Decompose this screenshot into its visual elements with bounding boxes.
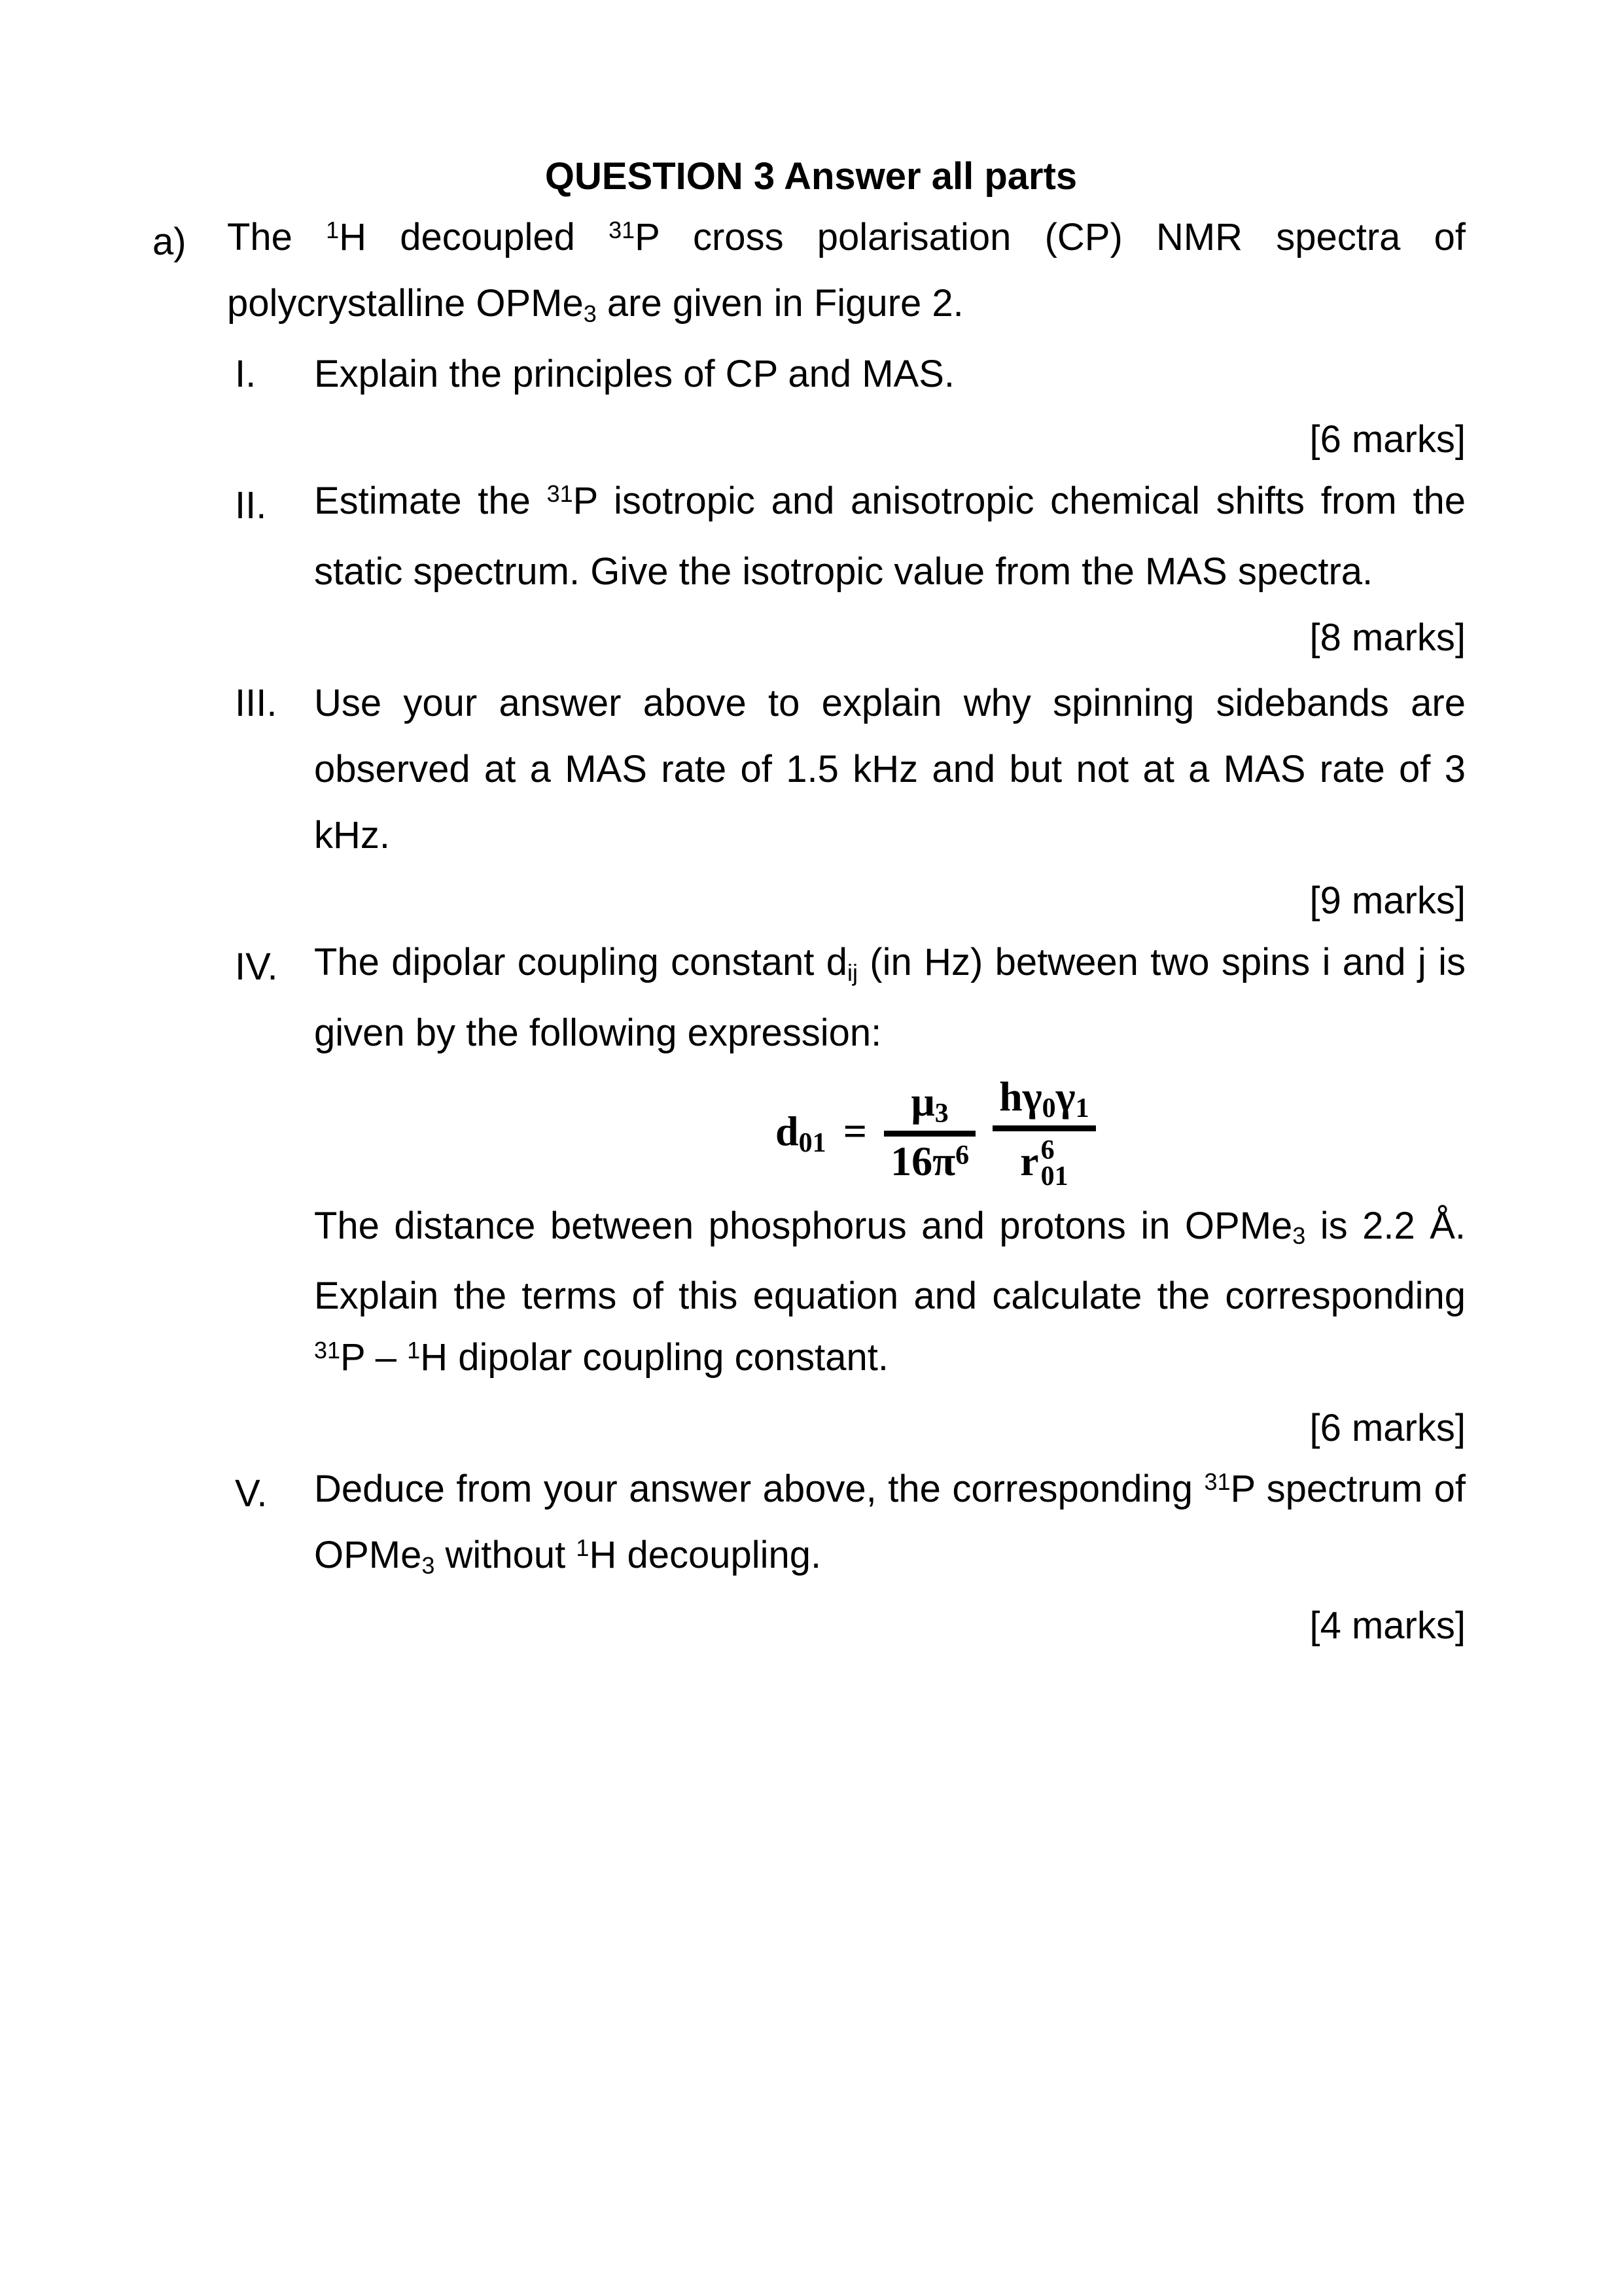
equation-lhs: d01 xyxy=(775,1108,826,1159)
fraction-numerator: hγ0γ1 xyxy=(999,1072,1089,1123)
roman-numeral-label: I. xyxy=(235,352,256,395)
fraction-bar xyxy=(993,1125,1095,1131)
text-line: Explain the terms of this equation and calculate the corresponding xyxy=(314,1275,1466,1318)
text-line: $^{31}$P – $^1$H dipolar coupling constant. xyxy=(314,1336,889,1379)
subscript-text: 3 xyxy=(421,1551,435,1579)
title-row xyxy=(0,132,1622,198)
subscript-text: 3 xyxy=(1292,1222,1306,1250)
document-row xyxy=(0,396,1622,462)
roman-numeral-label: V. xyxy=(235,1472,268,1515)
document-row xyxy=(0,1581,1622,1648)
equals-sign: = xyxy=(843,1108,868,1155)
document-row xyxy=(0,989,1622,1055)
document-row xyxy=(0,593,1622,660)
marks-line: [4 marks] xyxy=(1309,1604,1466,1647)
superscript-text: 31 xyxy=(1204,1468,1231,1496)
sup-sub-stack xyxy=(1040,1135,1068,1192)
text-line: OPMe3 without $^1$H decoupling. xyxy=(314,1534,822,1579)
subscript-text: 3 xyxy=(583,300,597,327)
fraction-denominator xyxy=(1014,1135,1074,1192)
marks-line: [8 marks] xyxy=(1309,616,1466,659)
fraction-denominator: $16\pi^6$ xyxy=(890,1137,970,1184)
marks-line: [9 marks] xyxy=(1309,879,1466,923)
text-line: kHz. xyxy=(314,813,390,857)
dipolar-coupling-equation xyxy=(775,1072,1096,1192)
superscript-text: 1 xyxy=(576,1534,590,1562)
subscript-text: ij xyxy=(847,959,858,986)
document-row xyxy=(0,791,1622,857)
document-row xyxy=(0,527,1622,593)
subscript-text: 0 xyxy=(1042,1093,1056,1123)
document-row xyxy=(0,1515,1622,1581)
subscript-text: 1 xyxy=(1075,1093,1089,1123)
subscript-text: 01 xyxy=(798,1128,826,1159)
superscript-text: 6 xyxy=(1040,1135,1055,1165)
text-line: static spectrum. Give the isotropic value from the MAS spectra. xyxy=(314,550,1373,593)
document-row xyxy=(0,461,1622,527)
text-line: observed at a MAS rate of 1.5 kHz and but not at a MAS rate of 3 xyxy=(314,747,1466,790)
text-line: The distance between phosphorus and protons in OPMe3 is 2.2 Å. xyxy=(314,1204,1466,1250)
superscript-text: 1 xyxy=(407,1337,421,1364)
fraction-1 xyxy=(884,1078,976,1184)
superscript-text: 31 xyxy=(314,1337,341,1364)
document-row xyxy=(0,198,1622,264)
roman-numeral-label: IV. xyxy=(235,945,278,988)
question-body xyxy=(0,198,1622,1648)
item-a-label: a) xyxy=(152,221,186,264)
marks-line: [6 marks] xyxy=(1309,1406,1466,1449)
text-line: Explain the principles of CP and MAS. xyxy=(314,352,955,395)
roman-numeral-label: II. xyxy=(235,484,267,527)
text-line: Use your answer above to explain why spinning sidebands are xyxy=(314,682,1466,725)
document-row xyxy=(0,1384,1622,1450)
text-line: The $^1$H decoupled $^{31}$P cross polarisation (CP) NMR spectra of xyxy=(227,216,1466,259)
question-title: QUESTION 3 Answer all parts xyxy=(544,154,1078,198)
text-line: The dipolar coupling constant dij (in Hz) between two spins i and j is xyxy=(314,940,1466,986)
document-row xyxy=(0,660,1622,726)
document-row xyxy=(0,857,1622,923)
superscript-text: 6 xyxy=(955,1140,970,1171)
document-row xyxy=(0,1252,1622,1318)
equation-row xyxy=(0,1055,1622,1192)
document-row xyxy=(0,1186,1622,1252)
text-line: Deduce from your answer above, the corresponding $^{31}$P spectrum of xyxy=(314,1468,1466,1511)
superscript-text: 31 xyxy=(546,480,573,508)
document-row xyxy=(0,1450,1622,1516)
document-row xyxy=(0,1318,1622,1384)
document-row xyxy=(0,923,1622,989)
text-line: polycrystalline OPMe3 are given in Figure 2. xyxy=(227,282,964,327)
superscript-text: 1 xyxy=(326,217,340,244)
superscript-text: 31 xyxy=(608,217,635,244)
subscript-text: 3 xyxy=(934,1098,949,1129)
question-content xyxy=(0,132,1622,1648)
subscript-text: 01 xyxy=(1040,1161,1068,1192)
fraction-numerator: μ3 xyxy=(911,1078,949,1129)
marks-line: [6 marks] xyxy=(1309,418,1466,461)
document-row xyxy=(0,725,1622,791)
text-line: Estimate the $^{31}$P isotropic and anisotropic chemical shifts from the xyxy=(314,480,1466,523)
document-row xyxy=(0,330,1622,396)
fraction-bar xyxy=(884,1131,976,1137)
document-row xyxy=(0,264,1622,330)
fraction-2 xyxy=(993,1072,1095,1192)
denominator-base: r xyxy=(1020,1137,1039,1184)
roman-numeral-label: III. xyxy=(235,682,277,725)
text-line: given by the following expression: xyxy=(314,1011,882,1054)
